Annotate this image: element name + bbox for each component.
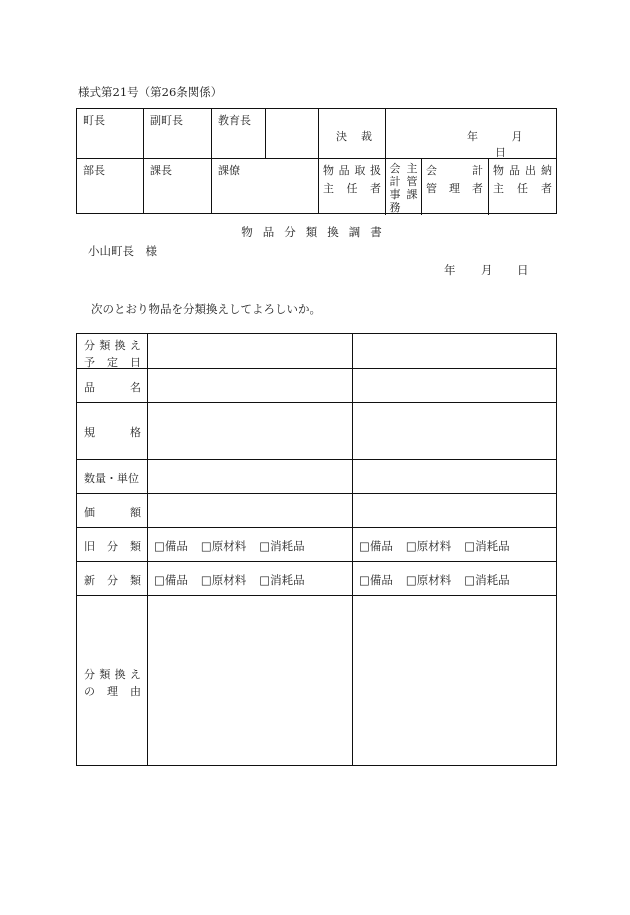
stamp-accounting-manager: 会 計 管 理 者	[426, 164, 483, 195]
stamp-deputy-town-head: 副町長	[150, 114, 183, 127]
document-date-month: 月	[481, 263, 493, 277]
addressee: 小山町長 様	[88, 244, 157, 258]
new-class-options-before[interactable]	[154, 572, 318, 588]
stamp-goods-outgoing: 物 品 出 納 主 任 者	[493, 164, 552, 195]
decision-label: 決 裁	[336, 130, 372, 143]
stamp-section-head: 課長	[150, 164, 172, 177]
checkbox-equipment[interactable]: □備品	[154, 573, 188, 587]
label-item-name: 品 名	[84, 381, 141, 394]
new-class-options-after[interactable]	[359, 572, 523, 588]
form-number: 様式第21号（第26条関係）	[78, 85, 223, 99]
label-scheduled-date: 分 類 換 え 予 定 日	[84, 339, 141, 369]
stamp-town-head: 町長	[83, 114, 105, 127]
checkbox-equipment[interactable]: □備品	[154, 539, 188, 553]
label-spec: 規 格	[84, 426, 141, 439]
checkbox-equipment[interactable]: □備品	[359, 573, 393, 587]
stamp-dept-head: 部長	[83, 164, 105, 177]
reclassification-table	[76, 333, 557, 766]
checkbox-raw-material[interactable]: □原材料	[200, 573, 247, 587]
checkbox-consumable[interactable]: □消耗品	[259, 539, 305, 553]
decision-date: 年 月 日	[467, 130, 523, 159]
document-title: 物品分類換調書	[241, 225, 392, 239]
label-new-class: 新 分 類	[84, 574, 141, 587]
label-quantity-unit: 数量・単位	[84, 472, 139, 485]
approval-table: 町長 副町長 教育長 決 裁 年 月 日 部長 課長 課僚 物 品 取 扱 主 任 者 会 計 事 務 主 管 課 会 計 管 理 者 物 品 出 納 主 任 者	[76, 108, 557, 214]
label-old-class: 旧 分 類	[84, 540, 141, 553]
stamp-education-head: 教育長	[218, 114, 251, 127]
label-price: 価 額	[84, 506, 141, 519]
checkbox-consumable[interactable]: □消耗品	[464, 573, 510, 587]
document-date-day: 日	[517, 263, 529, 277]
label-reason: 分 類 換 え の 理 由	[84, 668, 141, 698]
stamp-goods-manager: 物 品 取 扱 主 任 者	[323, 164, 381, 195]
old-class-options-before[interactable]	[154, 538, 318, 554]
intro-text: 次のとおり物品を分類換えしてよろしいか。	[91, 302, 321, 316]
stamp-section-staff: 課僚	[218, 164, 240, 177]
checkbox-consumable[interactable]: □消耗品	[464, 539, 510, 553]
checkbox-raw-material[interactable]: □原材料	[405, 539, 452, 553]
checkbox-raw-material[interactable]: □原材料	[405, 573, 452, 587]
checkbox-raw-material[interactable]: □原材料	[200, 539, 247, 553]
old-class-options-after[interactable]	[359, 538, 523, 554]
checkbox-equipment[interactable]: □備品	[359, 539, 393, 553]
document-date-year: 年	[444, 263, 456, 277]
checkbox-consumable[interactable]: □消耗品	[259, 573, 305, 587]
